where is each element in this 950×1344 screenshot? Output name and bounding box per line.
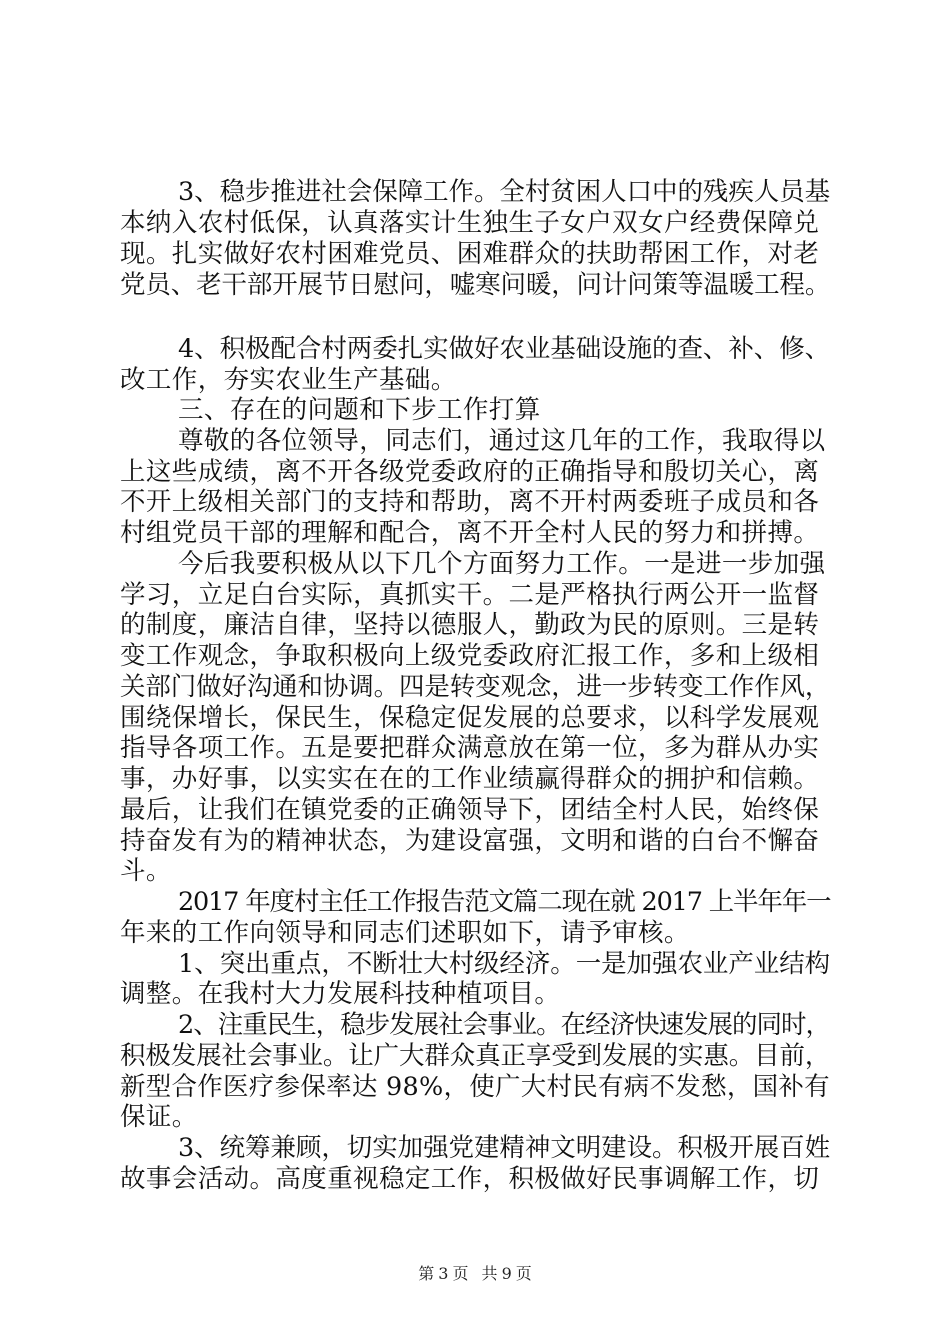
page-footer	[0, 1264, 950, 1284]
text-line: 年来的工作向领导和同志们述职如下，请予审核。	[120, 918, 690, 948]
text-line: 积极发展社会事业。让广大群众真正享受到发展的实惠。目前，	[120, 1041, 831, 1071]
text-line: 事，办好事，以实实在在的工作业绩赢得群众的拥护和信赖。	[120, 764, 820, 794]
text-line: 新型合作医疗参保率达 98%，使广大村民有病不发愁，国补有	[120, 1072, 830, 1102]
text-line: 3、统筹兼顾，切实加强党建精神文明建设。积极开展百姓	[178, 1133, 831, 1163]
text-line: 村组党员干部的理解和配合，离不开全村人民的努力和拼搏。	[120, 518, 820, 548]
text-line: 关部门做好沟通和协调。四是转变观念，进一步转变工作作风，	[120, 672, 831, 702]
text-line: 1、突出重点，不断壮大村级经济。一是加强农业产业结构	[178, 949, 831, 979]
text-line: 改工作，夯实农业生产基础。	[120, 365, 457, 395]
text-line: 4、积极配合村两委扎实做好农业基础设施的查、补、修、	[178, 334, 831, 364]
page-number: 第 3 页	[418, 1264, 469, 1283]
text-line: 指导各项工作。五是要把群众满意放在第一位，多为群从办实	[120, 733, 820, 763]
text-line: 斗。	[120, 856, 172, 886]
text-line: 最后，让我们在镇党委的正确领导下，团结全村人民，始终保	[120, 795, 820, 825]
text-line: 2、注重民生，稳步发展社会事业。在经济快速发展的同时，	[178, 1010, 831, 1040]
text-line: 调整。在我村大力发展科技种植项目。	[120, 979, 561, 1009]
text-line: 2017 年度村主任工作报告范文篇二现在就 2017 上半年年一	[178, 887, 831, 917]
section-heading: 三、存在的问题和下步工作打算	[178, 395, 541, 425]
text-line: 3、稳步推进社会保障工作。全村贫困人口中的残疾人员基	[178, 177, 831, 207]
text-line: 尊敬的各位领导，同志们，通过这几年的工作，我取得以	[178, 426, 826, 456]
text-line: 持奋发有为的精神状态，为建设富强，文明和谐的白台不懈奋	[120, 826, 820, 856]
text-line: 变工作观念，争取积极向上级党委政府汇报工作，多和上级相	[120, 641, 820, 671]
text-line: 学习，立足白台实际，真抓实干。二是严格执行两公开一监督	[120, 580, 820, 610]
text-line: 保证。	[120, 1102, 198, 1132]
total-pages: 共 9 页	[481, 1264, 532, 1283]
text-line: 的制度，廉洁自律，坚持以德服人，勤政为民的原则。三是转	[120, 610, 820, 640]
text-line: 今后我要积极从以下几个方面努力工作。一是进一步加强	[178, 549, 826, 579]
text-line: 不开上级相关部门的支持和帮助，离不开村两委班子成员和各	[120, 487, 820, 517]
text-line: 现。扎实做好农村困难党员、困难群众的扶助帮困工作，对老	[120, 239, 820, 269]
text-line: 本纳入农村低保，认真落实计生独生子女户双女户经费保障兑	[120, 208, 820, 238]
text-line: 围绕保增长，保民生，保稳定促发展的总要求，以科学发展观	[120, 703, 820, 733]
text-line: 党员、老干部开展节日慰问，嘘寒问暖，问计问策等温暖工程。	[120, 270, 831, 300]
text-line: 故事会活动。高度重视稳定工作，积极做好民事调解工作，切	[120, 1164, 820, 1194]
text-line: 上这些成绩，离不开各级党委政府的正确指导和殷切关心，离	[120, 457, 820, 487]
